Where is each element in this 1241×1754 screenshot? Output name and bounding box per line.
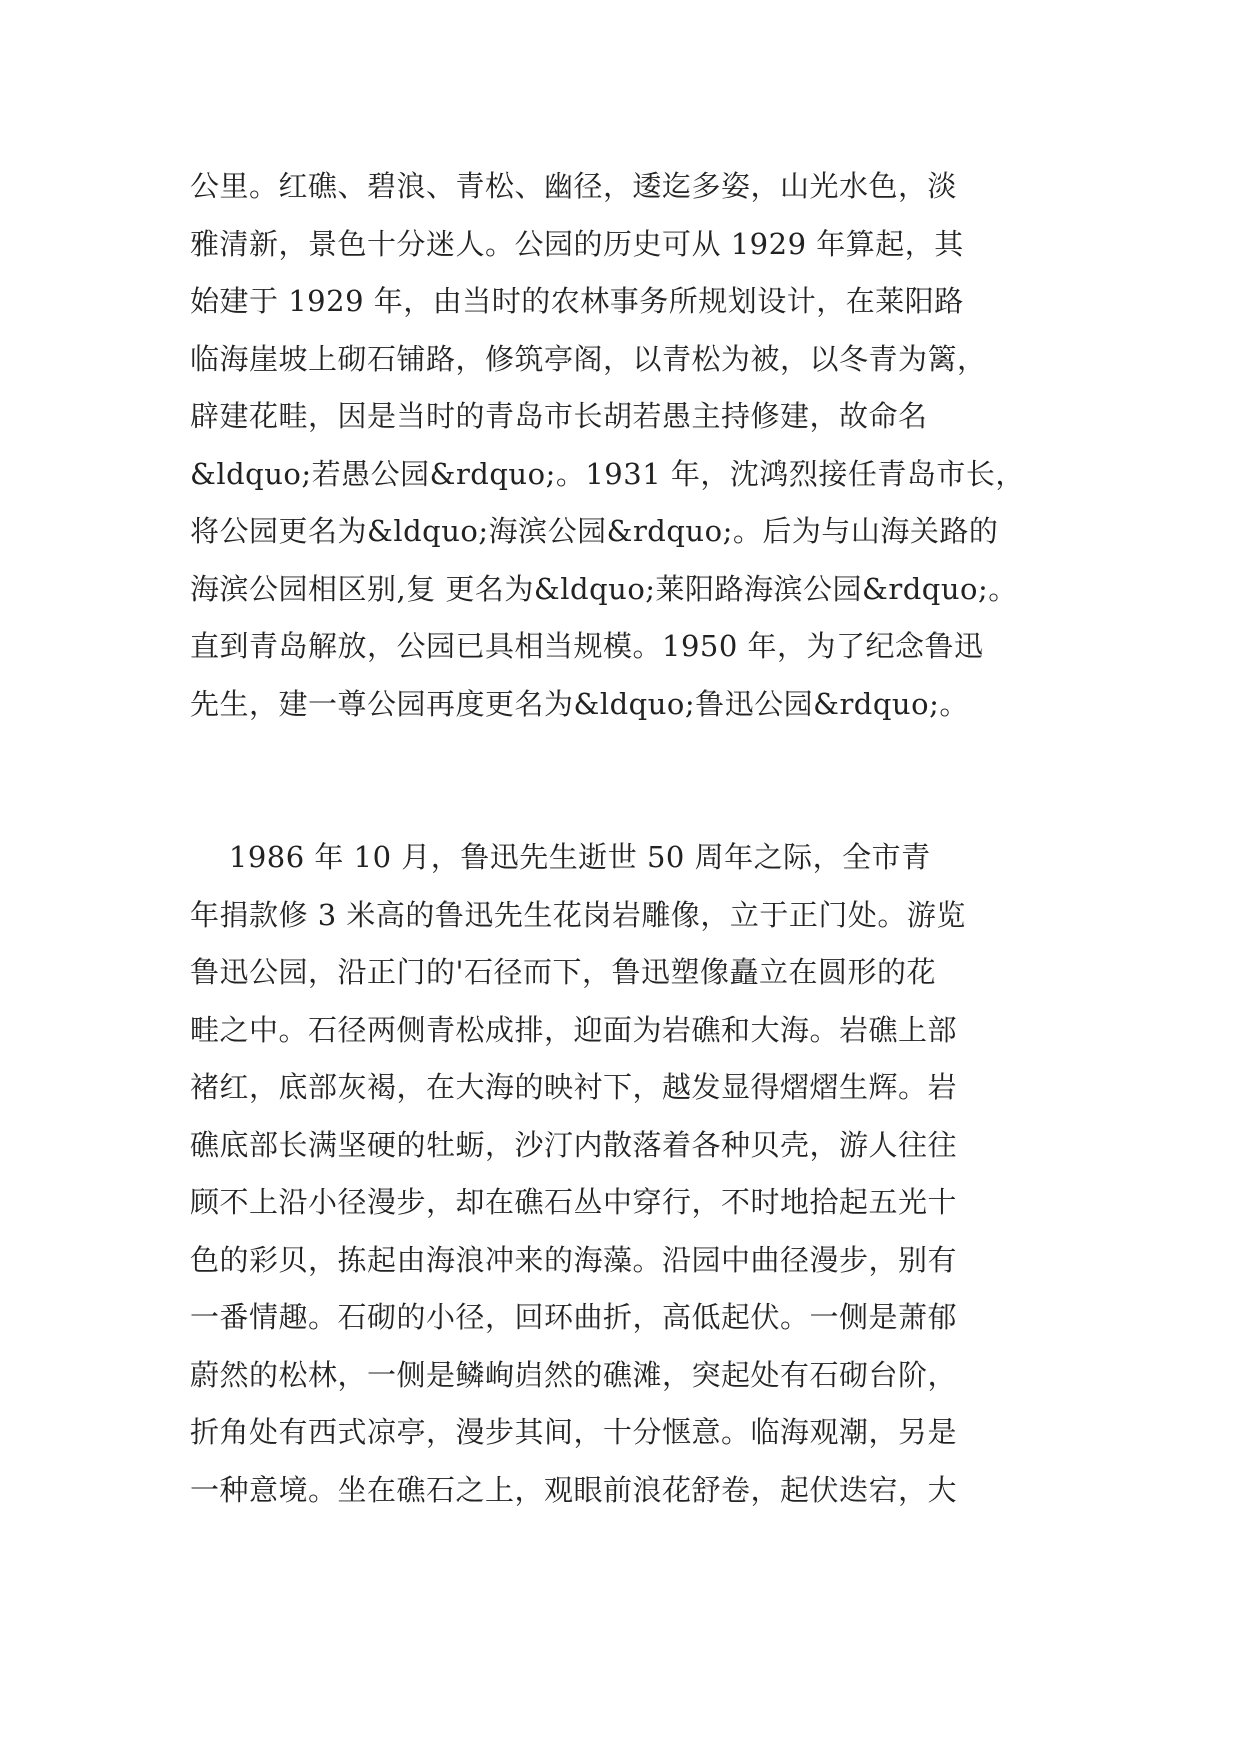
text-line: 蔚然的松林，一侧是鳞峋岿然的礁滩，突起处有石砌台阶， — [190, 1357, 958, 1392]
text-line: 一种意境。坐在礁石之上，观眼前浪花舒卷，起伏迭宕，大 — [190, 1472, 958, 1507]
text-line: 公里。红礁、碧浪、青松、幽径，逶迄多姿，山光水色，淡 — [190, 169, 958, 203]
text-line: 年捐款修 3 米高的鲁迅先生花岗岩雕像，立于正门处。游览 — [190, 897, 966, 932]
text-line: 畦之中。石径两侧青松成排，迎面为岩礁和大海。岩礁上部 — [190, 1012, 958, 1047]
text-line: 辟建花畦，因是当时的青岛市长胡若愚主持修建，故命名 — [190, 399, 928, 433]
text-line: 直到青岛解放，公园已具相当规模。1950 年，为了纪念鲁迅 — [190, 629, 984, 663]
text-line: 雅清新，景色十分迷人。公园的历史可从 1929 年算起，其 — [190, 226, 964, 261]
text-line: 折角处有西式凉亭，漫步其间，十分惬意。临海观潮，另是 — [190, 1415, 958, 1449]
text-line: 始建于 1929 年，由当时的农林事务所规划设计，在莱阳路 — [190, 284, 964, 318]
paragraph — [190, 829, 1070, 1519]
text-line: 海滨公园相区别,复 更名为&ldquo;莱阳路海滨公园&rdquo;。 — [190, 571, 1018, 606]
text-line: &ldquo;若愚公园&rdquo;。1931 年，沈鸿烈接任青岛市长， — [190, 456, 1025, 491]
text-line: 顾不上沿小径漫步，却在礁石丛中穿行，不时地拾起五光十 — [190, 1185, 958, 1219]
text-line: 色的彩贝，拣起由海浪冲来的海藻。沿园中曲径漫步，别有 — [190, 1242, 958, 1277]
paragraph — [190, 158, 1070, 733]
text-line: 1986 年 10 月，鲁迅先生逝世 50 周年之际，全市青 — [190, 840, 931, 874]
text-line: 将公园更名为&ldquo;海滨公园&rdquo;。后为与山海关路的 — [190, 514, 999, 548]
text-line: 一番情趣。石砌的小径，回环曲折，高低起伏。一侧是萧郁 — [190, 1300, 958, 1334]
text-line: 临海崖坡上砌石铺路，修筑亭阁，以青松为被，以冬青为篱， — [190, 341, 987, 376]
text-line: 礁底部长满坚硬的牡蛎，沙汀内散落着各种贝壳，游人往往 — [190, 1127, 958, 1162]
text-line: 鲁迅公园，沿正门的'石径而下，鲁迅塑像矗立在圆形的花 — [190, 955, 936, 989]
text-line: 褚红，底部灰褐，在大海的映衬下，越发显得熠熠生辉。岩 — [190, 1070, 958, 1104]
text-line: 先生，建一尊公园再度更名为&ldquo;鲁迅公园&rdquo;。 — [190, 686, 969, 721]
